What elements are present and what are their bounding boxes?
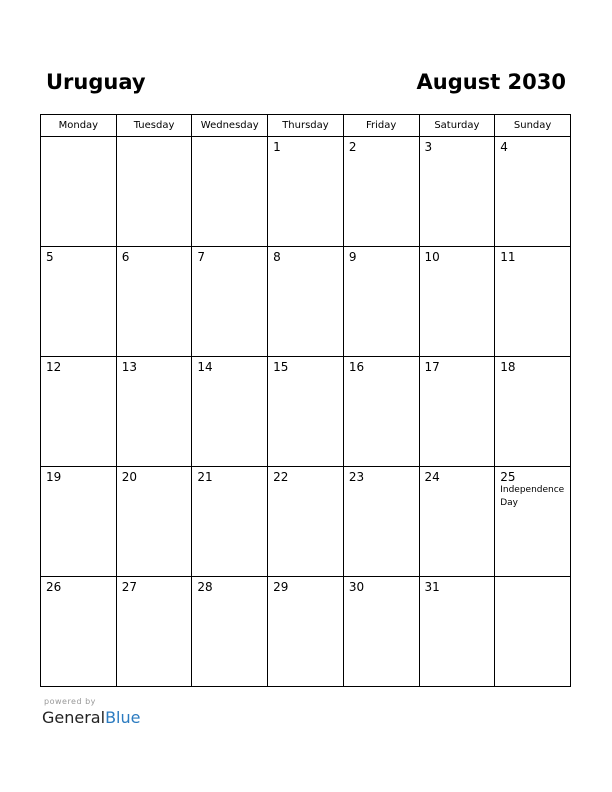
day-cell [268,577,344,687]
weekday-monday: Monday [41,115,117,137]
day-cell [419,137,495,247]
holiday-label: Independence Day [500,485,565,508]
day-number: 20 [121,470,137,484]
day-cell [343,577,419,687]
weekday-friday: Friday [343,115,419,137]
day-number: 29 [273,580,289,594]
week-row [41,357,571,467]
day-number: 15 [273,360,289,374]
day-number: 28 [197,580,213,594]
day-cell [495,247,571,357]
day-number: 30 [348,580,365,594]
day-cell [268,137,344,247]
weekday-tuesday: Tuesday [116,115,192,137]
day-cell [419,467,495,577]
day-cell [268,467,344,577]
weekday-thursday: Thursday [268,115,344,137]
day-number: 23 [348,470,365,484]
weekday-sunday: Sunday [495,115,571,137]
day-cell [419,577,495,687]
weekday-wednesday: Wednesday [192,115,268,137]
day-number: 19 [46,470,62,484]
day-number: 21 [197,470,213,484]
day-number: 24 [424,470,440,484]
calendar-grid [40,114,571,687]
day-number: 4 [500,140,508,154]
day-number: 5 [46,250,54,264]
week-row [41,467,571,577]
day-cell [116,137,192,247]
day-cell [419,247,495,357]
day-cell [116,357,192,467]
day-cell [116,247,192,357]
day-number: 9 [348,250,357,264]
day-number: 18 [500,360,516,374]
day-number: 26 [46,580,62,594]
powered-by-text: powered by [44,697,96,706]
day-cell [343,467,419,577]
weekday-saturday: Saturday [419,115,495,137]
day-number: 31 [424,580,440,594]
brand-blue-text: Blue [105,708,141,727]
day-cell [495,357,571,467]
day-cell [116,577,192,687]
month-year-title: August 2030 [416,70,566,94]
weekday-header-row [41,115,571,137]
day-number: 27 [121,580,137,594]
day-cell [41,577,117,687]
day-number: 8 [273,250,281,264]
generalblue-logo[interactable] [42,708,140,727]
brand-general-text: General [42,708,106,727]
day-number: 2 [348,140,357,154]
day-number: 17 [424,360,440,374]
week-row [41,137,571,247]
day-number: 22 [273,470,289,484]
day-cell [419,357,495,467]
day-cell [268,247,344,357]
day-cell [343,357,419,467]
day-cell [116,467,192,577]
day-number: 12 [46,360,62,374]
week-row [41,247,571,357]
day-cell [192,467,268,577]
day-cell-holiday [495,467,571,577]
day-number: 1 [273,140,281,154]
day-cell [41,247,117,357]
day-number: 14 [197,360,213,374]
day-cell [41,137,117,247]
day-cell [495,137,571,247]
day-cell [343,137,419,247]
day-number: 25 [500,470,516,484]
day-number: 10 [424,250,440,264]
day-cell [192,137,268,247]
day-number: 11 [500,250,516,264]
day-number: 6 [121,250,130,264]
day-number: 16 [348,360,365,374]
day-cell [495,577,571,687]
country-title: Uruguay [46,70,146,94]
day-cell [192,357,268,467]
day-cell [41,467,117,577]
day-cell [192,247,268,357]
day-cell [41,357,117,467]
day-cell [268,357,344,467]
day-number: 3 [424,140,433,154]
day-number: 13 [121,360,137,374]
day-cell [192,577,268,687]
week-row [41,577,571,687]
day-cell [343,247,419,357]
day-number: 7 [197,250,206,264]
